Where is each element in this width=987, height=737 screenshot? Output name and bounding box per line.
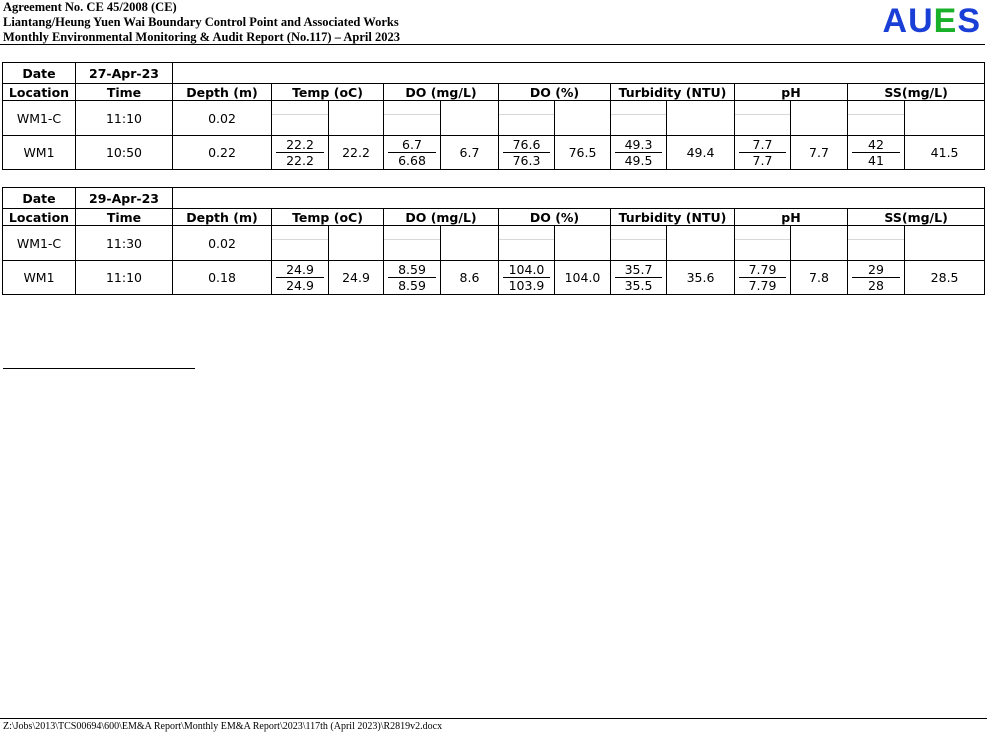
ss-reading-2: 41: [868, 153, 884, 168]
location-cell: WM1-C: [3, 226, 76, 261]
do-pct-reading-2: 76.3: [512, 153, 541, 168]
col-temp: Temp (oC): [272, 84, 384, 101]
do-pct-average: 104.0: [555, 261, 611, 295]
footer-divider: [0, 718, 987, 719]
header-divider: [0, 44, 985, 45]
col-do-pct: DO (%): [499, 84, 611, 101]
monitoring-table-1: [2, 62, 985, 170]
ss-reading-1: 29: [852, 262, 899, 278]
temp-average: 24.9: [329, 261, 384, 295]
file-path: Z:\Jobs\2013\TCS00694\600\EM&A Report\Monthly EM&A Report\2023\117th (April 2023)\R2819v2.docx: [3, 721, 443, 732]
col-do-pct: DO (%): [499, 209, 611, 226]
time-cell: 10:50: [76, 136, 173, 170]
location-cell: WM1: [3, 261, 76, 295]
col-depth: Depth (m): [173, 209, 272, 226]
do-mg-reading-1: 8.59: [388, 262, 435, 278]
col-location: Location: [3, 84, 76, 101]
col-time: Time: [76, 84, 173, 101]
col-ph: pH: [735, 209, 848, 226]
col-turbidity: Turbidity (NTU): [611, 209, 735, 226]
temp-reading-1: 22.2: [276, 137, 323, 153]
do-mg-average: 6.7: [441, 136, 499, 170]
ph-reading-1: 7.7: [739, 137, 785, 153]
aues-logo: AUES: [882, 2, 981, 40]
col-ss: SS(mg/L): [848, 209, 985, 226]
ph-average: 7.7: [791, 136, 848, 170]
time-cell: 11:10: [76, 261, 173, 295]
depth-cell: 0.22: [173, 136, 272, 170]
col-temp: Temp (oC): [272, 209, 384, 226]
date-value: 29-Apr-23: [76, 188, 173, 209]
report-header: [3, 0, 400, 45]
turbidity-average: 49.4: [667, 136, 735, 170]
depth-cell: 0.02: [173, 226, 272, 261]
location-cell: WM1-C: [3, 101, 76, 136]
time-cell: 11:10: [76, 101, 173, 136]
do-pct-reading-1: 76.6: [503, 137, 549, 153]
turbidity-reading-2: 35.5: [624, 278, 653, 293]
col-time: Time: [76, 209, 173, 226]
turbidity-reading-2: 49.5: [624, 153, 653, 168]
turbidity-reading-1: 35.7: [615, 262, 661, 278]
depth-cell: 0.18: [173, 261, 272, 295]
ss-reading-1: 42: [852, 137, 899, 153]
ss-average: 41.5: [905, 136, 985, 170]
col-location: Location: [3, 209, 76, 226]
temp-reading-1: 24.9: [276, 262, 323, 278]
do-mg-reading-2: 6.68: [398, 153, 426, 168]
temp-reading-2: 24.9: [286, 278, 314, 293]
do-pct-reading-1: 104.0: [503, 262, 549, 278]
do-pct-reading-2: 103.9: [508, 278, 545, 293]
project-title: Liantang/Heung Yuen Wai Boundary Control Point and Associated Works: [3, 15, 399, 29]
date-value: 27-Apr-23: [76, 63, 173, 84]
col-ss: SS(mg/L): [848, 84, 985, 101]
agreement-number: Agreement No. CE 45/2008 (CE): [3, 0, 177, 14]
date-label: Date: [3, 63, 76, 84]
location-cell: WM1: [3, 136, 76, 170]
col-do-mg: DO (mg/L): [384, 209, 499, 226]
monitoring-table-2: [2, 187, 985, 295]
do-mg-reading-2: 8.59: [398, 278, 426, 293]
ph-reading-2: 7.7: [752, 153, 773, 168]
col-ph: pH: [735, 84, 848, 101]
date-label: Date: [3, 188, 76, 209]
col-turbidity: Turbidity (NTU): [611, 84, 735, 101]
ss-average: 28.5: [905, 261, 985, 295]
report-title: Monthly Environmental Monitoring & Audit Report (No.117) – April 2023: [3, 30, 401, 44]
table-row: [3, 136, 985, 170]
temp-average: 22.2: [329, 136, 384, 170]
table-row: [3, 101, 985, 136]
col-do-mg: DO (mg/L): [384, 84, 499, 101]
depth-cell: 0.02: [173, 101, 272, 136]
footnote-divider: [3, 368, 195, 369]
ph-average: 7.8: [791, 261, 848, 295]
ss-reading-2: 28: [868, 278, 884, 293]
ph-reading-1: 7.79: [739, 262, 785, 278]
temp-reading-2: 22.2: [286, 153, 314, 168]
table-row: [3, 226, 985, 261]
ph-reading-2: 7.79: [748, 278, 777, 293]
table-row: [3, 261, 985, 295]
do-mg-average: 8.6: [441, 261, 499, 295]
time-cell: 11:30: [76, 226, 173, 261]
do-pct-average: 76.5: [555, 136, 611, 170]
do-mg-reading-1: 6.7: [388, 137, 435, 153]
turbidity-reading-1: 49.3: [615, 137, 661, 153]
turbidity-average: 35.6: [667, 261, 735, 295]
col-depth: Depth (m): [173, 84, 272, 101]
